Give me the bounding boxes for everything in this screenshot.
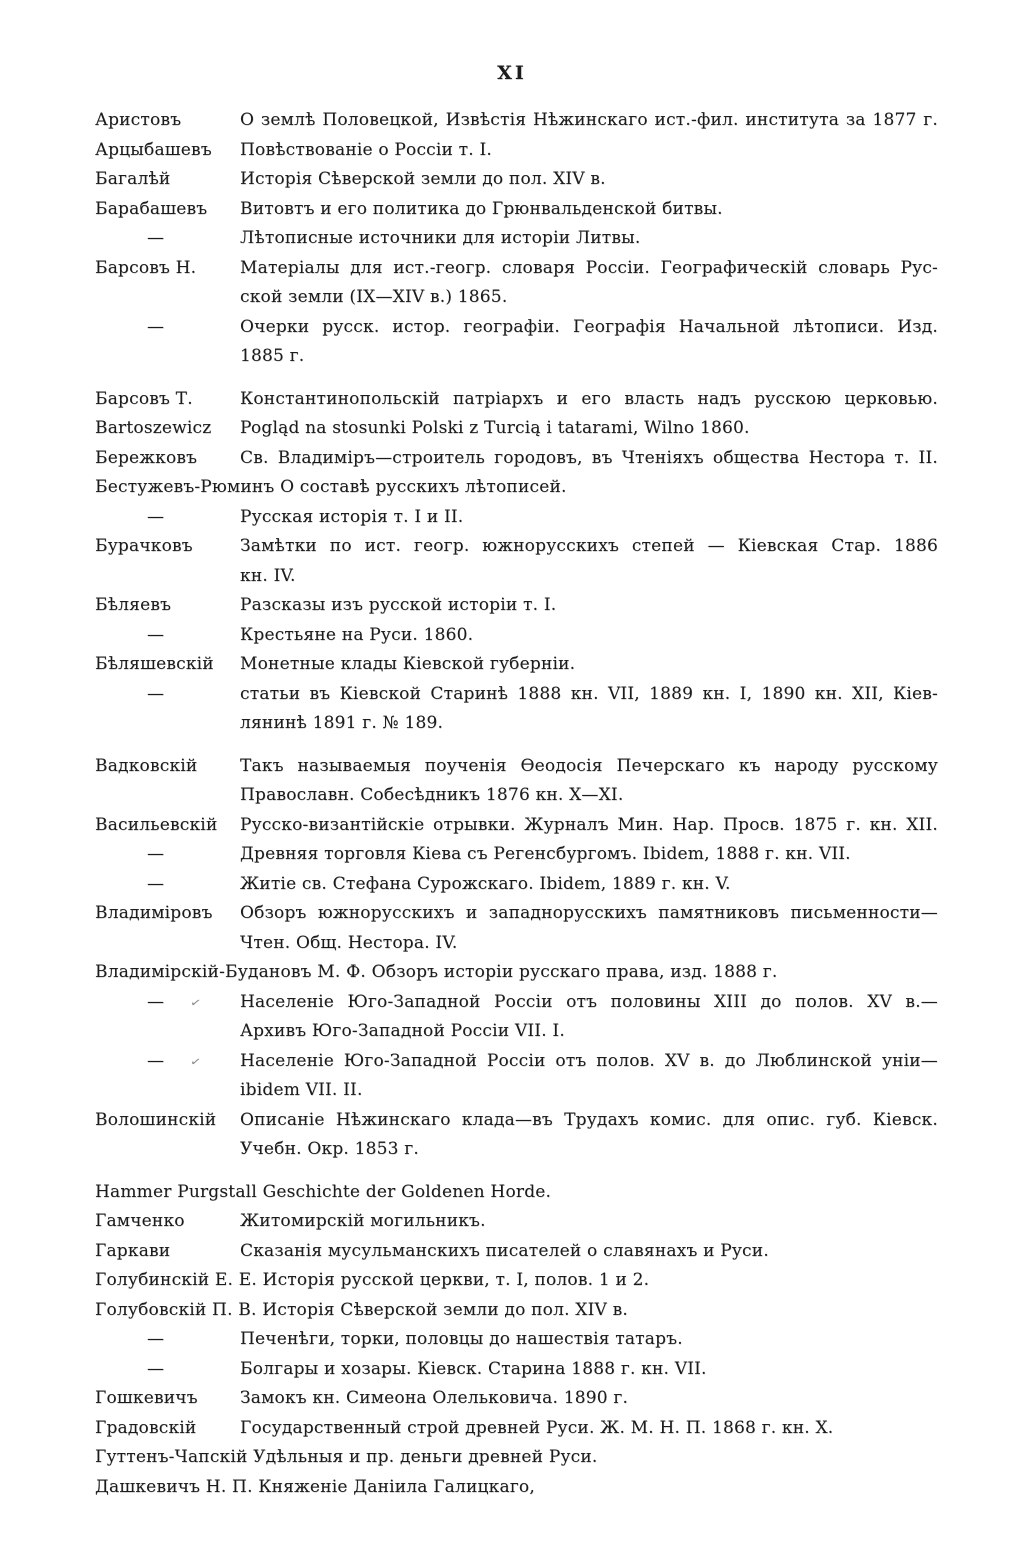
bib-entry [95,136,938,166]
bib-entry [95,870,938,900]
entry-author: Бурачковъ [95,536,193,556]
text-line: 1885 г. [240,346,305,366]
text-line: Чтен. Общ. Нестора. IV. [240,932,458,953]
entry-author: Аристовъ [95,110,182,130]
text-line: Константинопольскій патріархъ и его власть надъ русскою церковью. [240,388,938,409]
entry-author-cell [95,165,240,195]
entry-text [240,532,938,591]
bib-entry [95,503,938,533]
text-line: Русская исторія т. I и II. [240,506,464,527]
bib-entry [95,1384,938,1414]
text-line: Pogląd na stosunki Polski z Turcią i tatarami, Wilno 1860. [240,418,750,438]
entry-author-cell [95,414,240,444]
entry-ditto-cell [95,503,240,533]
entry-text [240,1237,938,1267]
bib-entry [95,385,938,415]
text-line: Житомирскій могильникъ. [240,1211,486,1231]
entry-author: Дашкевичъ Н. П. [95,1476,253,1497]
entry-runin-line [95,1178,938,1208]
entry-text [240,444,938,474]
entry-text: О составѣ русскихъ лѣтописей. [280,477,567,497]
entry-author-cell [95,1384,240,1414]
ditto-dash: — [147,316,165,337]
entry-text [240,988,938,1047]
bib-entry [95,313,938,372]
text-line: Замѣтки по ист. геогр. южнорусскихъ степей — Кіевская Стар. 1886 [240,536,938,556]
text-line: Печенѣги, торки, половцы до нашествія татаръ. [240,1329,683,1349]
bib-entry [95,1237,938,1267]
entry-author-cell [95,899,240,929]
entry-text [240,591,938,621]
bib-entry [95,1443,938,1473]
entry-ditto-cell [95,870,240,900]
entry-author-cell [95,136,240,166]
entry-author: Бережковъ [95,447,198,468]
bib-entry [95,1207,938,1237]
text-line: Витовтъ и его политика до Грюнвальденской битвы. [240,198,723,219]
page-number: XI [497,62,527,84]
bib-entry [95,958,938,988]
entry-text [240,195,938,225]
entry-author-cell [95,195,240,225]
bib-entry [95,444,938,474]
entry-text [240,136,938,166]
text-line: Русско-византійскіе отрывки. Журналъ Мин. Нар. Просв. 1875 г. кн. XII. [240,814,938,835]
entry-text [240,224,938,254]
text-line: кн. IV. [240,565,296,586]
entry-author: Hammer Purgstall [95,1181,257,1202]
entry-text [240,254,938,313]
entry-author: Гамченко [95,1211,185,1231]
entry-text: Исторія русской церкви, т. I, полов. 1 и 2. [262,1270,650,1290]
text-line: О землѣ Половецкой, Извѣстія Нѣжинскаго ист.-фил. института за 1877 г. [240,110,938,130]
text-line: Древняя торговля Кіева съ Регенсбургомъ. Ibidem, 1888 г. кн. VII. [240,844,851,864]
bib-entry [95,195,938,225]
entry-text [240,752,938,811]
bib-entry [95,254,938,313]
ditto-dash: — [147,1329,165,1349]
entry-author: Бѣляевъ [95,595,172,615]
entry-author-cell [95,254,240,284]
entry-author: Вадковскій [95,755,198,776]
entry-text [240,621,938,651]
entry-author: Арцыбашевъ [95,139,212,160]
ditto-dash: — [147,1358,165,1379]
bib-entry [95,840,938,870]
entry-author: Владиміровъ [95,903,213,923]
entry-author: Гуттенъ-Чапскій [95,1447,248,1467]
entry-text: Княженіе Даніила Галицкаго, [258,1476,535,1497]
entry-ditto-cell [95,224,240,254]
entry-text [240,503,938,533]
text-line: Сказанія мусульманскихъ писателей о славянахъ и Руси. [240,1240,769,1261]
bib-entry [95,811,938,841]
bib-entry [95,1296,938,1326]
text-line: Повѣствованіе о Россіи т. I. [240,139,493,160]
text-line: Государственный строй древней Руси. Ж. М. Н. П. 1868 г. кн. X. [240,1417,834,1438]
bib-entry [95,473,938,503]
entry-author: Голубинскій Е. Е. [95,1270,257,1290]
entry-author-cell [95,532,240,562]
entry-ditto-cell [95,313,240,343]
text-line: Такъ называемыя поученія Ѳеодосія Печерскаго къ народу русскому [240,755,938,776]
entry-ditto-cell [95,1325,240,1355]
bib-entry [95,621,938,651]
entry-author: Владимірскій-Будановъ М. Ф. [95,962,367,982]
entry-author: Гошкевичъ [95,1388,198,1408]
bib-entry [95,1266,938,1296]
entry-text [240,650,938,680]
entry-text: Исторія Сѣверской земли до пол. XIV в. [262,1299,628,1320]
entry-author: Волошинскій [95,1109,217,1130]
ditto-dash: — [147,844,165,864]
ditto-dash: — [147,873,165,894]
entry-runin-line [95,1443,938,1473]
text-line: Болгары и хозары. Кіевск. Старина 1888 г. кн. VII. [240,1358,707,1379]
bib-entry [95,988,938,1047]
text-line: Населеніе Юго-Западной Россіи отъ полов. XV в. до Люблинской уніи— [240,1050,938,1071]
entry-runin-line [95,1266,938,1296]
bib-entry [95,1047,938,1106]
text-line: Очерки русск. истор. географіи. Географія Начальной лѣтописи. Изд. [240,316,938,337]
bib-entry [95,224,938,254]
text-line: Матеріалы для ист.-геогр. словаря Россіи. Географическій словарь Рус- [240,257,938,278]
text-line: Населеніе Юго-Западной Россіи отъ половины XIII до полов. XV в.— [240,991,938,1012]
bib-entry [95,165,938,195]
entry-text [240,1355,938,1385]
bib-entry [95,752,938,811]
entry-text [240,811,938,841]
entry-author-cell [95,752,240,782]
entry-author: Барабашевъ [95,198,208,219]
entry-author: Градовскій [95,1417,197,1438]
text-line: Архивъ Юго-Западной Россіи VII. I. [240,1021,565,1041]
entry-text [240,1106,938,1165]
entry-text [240,1207,938,1237]
bib-entry [95,1325,938,1355]
entry-text [240,414,938,444]
entry-text [240,1414,938,1444]
bib-entry [95,650,938,680]
bib-entry [95,1414,938,1444]
entry-author: Барсовъ Т. [95,388,193,409]
bib-entry [95,532,938,591]
text-line: Разсказы изъ русской исторіи т. I. [240,595,557,615]
entry-author-cell [95,106,240,136]
entry-text [240,385,938,415]
text-line: Св. Владиміръ—строитель городовъ, въ Чтеніяхъ общества Нестора т. II. [240,447,938,468]
entry-author: Васильевскій [95,814,218,835]
ditto-dash: — [147,624,165,645]
bib-entry [95,1178,938,1208]
entry-runin-line [95,473,938,503]
entry-author-cell [95,1106,240,1136]
entry-text [240,899,938,958]
bib-entry [95,1473,938,1503]
text-line: Замокъ кн. Симеона Олельковича. 1890 г. [240,1388,629,1408]
entry-text [240,106,938,136]
entry-author-cell [95,1207,240,1237]
entry-text [240,1384,938,1414]
entry-text [240,165,938,195]
text-line: лянинѣ 1891 г. № 189. [240,713,444,733]
text-line: Житіе св. Стефана Сурожскаго. Ibidem, 1889 г. кн. V. [240,873,731,894]
text-line: ской земли (IX—XIV в.) 1865. [240,287,508,307]
entry-ditto-cell [95,840,240,870]
ditto-dash: — [147,228,165,248]
entry-author-cell [95,385,240,415]
entry-ditto-cell [95,1355,240,1385]
bib-entry [95,1106,938,1165]
entry-runin-line [95,1473,938,1503]
text-line: Крестьяне на Руси. 1860. [240,624,474,645]
entry-text [240,870,938,900]
text-line: ibidem VII. II. [240,1080,363,1100]
entry-author: Барсовъ Н. [95,257,197,278]
ditto-dash: — [147,683,165,704]
text-line: статьи въ Кіевской Старинѣ 1888 кн. VII, 1889 кн. I, 1890 кн. XII, Кіев- [240,683,938,704]
entry-author: Бѣляшевскій [95,654,214,674]
entry-author: Гаркави [95,1240,171,1261]
entry-runin-line [95,958,938,988]
text-line: Обзоръ южнорусскихъ и западнорусскихъ памятниковъ письменности— [240,903,938,923]
bib-entry [95,414,938,444]
bibliography-list [95,106,938,1502]
bib-entry [95,899,938,958]
entry-text [240,840,938,870]
entry-text [240,1047,938,1106]
text-line: Монетные клады Кіевской губерніи. [240,654,576,674]
entry-text [240,313,938,372]
entry-author: Bartoszewicz [95,418,212,438]
text-line: Православн. Собесѣдникъ 1876 кн. X—XI. [240,785,624,805]
text-line: Лѣтописные источники для исторіи Литвы. [240,228,641,248]
entry-text: Удѣльныя и пр. деньги древней Руси. [253,1447,598,1467]
entry-author: Багалѣй [95,169,171,189]
pencil-checkmark: ✓ [189,995,203,1011]
ditto-dash: — [147,1050,165,1071]
pencil-checkmark: ✓ [189,1054,203,1070]
entry-author: Бестужевъ-Рюминъ [95,477,275,497]
ditto-dash: — [147,506,165,527]
entry-author-cell [95,650,240,680]
entry-author-cell [95,444,240,474]
entry-ditto-cell [95,1047,240,1078]
bib-entry [95,680,938,739]
ditto-dash: — [147,991,165,1012]
text-line: Учебн. Окр. 1853 г. [240,1139,419,1159]
entry-author: Голубовскій П. В. [95,1299,257,1320]
entry-author-cell [95,591,240,621]
entry-ditto-cell [95,988,240,1019]
entry-ditto-cell [95,621,240,651]
entry-author-cell [95,1414,240,1444]
entry-author-cell [95,811,240,841]
entry-text: Обзоръ исторіи русскаго права, изд. 1888 г. [371,962,778,982]
entry-text [240,1325,938,1355]
entry-text: Geschichte der Goldenen Horde. [262,1181,552,1202]
bib-entry [95,106,938,136]
bib-entry [95,1355,938,1385]
entry-ditto-cell [95,680,240,710]
entry-text [240,680,938,739]
bib-entry [95,591,938,621]
entry-author-cell [95,1237,240,1267]
text-line: Описаніе Нѣжинскаго клада—въ Трудахъ комис. для опис. губ. Кіевск. [240,1109,938,1130]
entry-runin-line [95,1296,938,1326]
text-line: Исторія Сѣверской земли до пол. XIV в. [240,169,606,189]
